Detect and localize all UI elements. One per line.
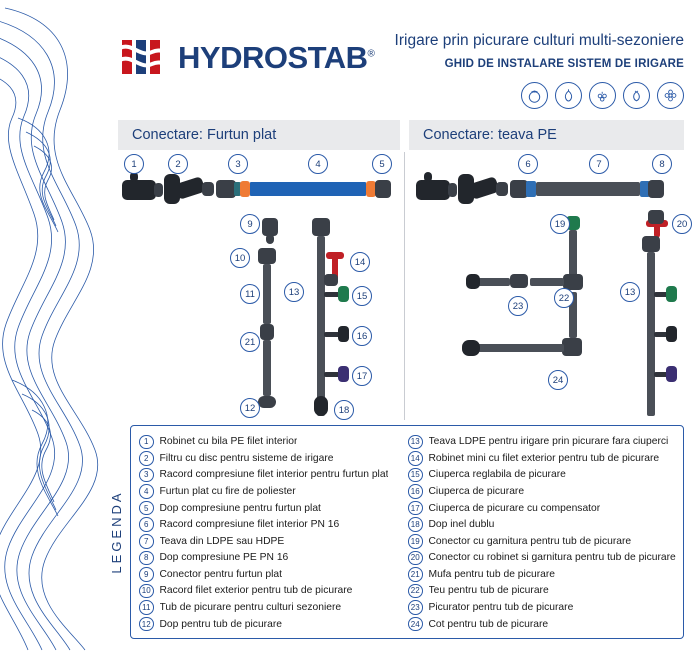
legend-item	[408, 533, 677, 549]
callout-22[interactable]: 22	[554, 288, 574, 308]
legend-number: 6	[139, 517, 154, 532]
legend-number: 23	[408, 600, 423, 615]
mini-valve-body	[324, 274, 338, 286]
callout-5[interactable]: 5	[372, 154, 392, 174]
callout-14[interactable]: 14	[350, 252, 370, 272]
legend-number: 13	[408, 435, 423, 450]
pn16-fitting-cap	[526, 181, 536, 197]
legend-text: Racord filet exterior pentru tub de picurare	[159, 585, 353, 597]
legend-text: Dop compresiune pentru furtun plat	[159, 502, 321, 514]
part-drip-tape-coupler	[260, 324, 274, 340]
part-compression-fitting-left	[216, 180, 236, 198]
ball-valve-nut	[154, 183, 163, 197]
part-elbow-fitting	[562, 338, 582, 356]
legend-text: Dop pentru tub de picurare	[159, 618, 282, 630]
callout-9[interactable]: 9	[240, 214, 260, 234]
callout-18[interactable]: 18	[334, 400, 354, 420]
legend-number: 7	[139, 534, 154, 549]
legend-text: Conector pentru furtun plat	[159, 568, 282, 580]
mini-valve-handle-top	[326, 252, 344, 259]
ball-valve-handle-right	[424, 172, 432, 182]
legend-item	[139, 500, 408, 516]
legend-text: Racord compresiune filet interior PN 16	[159, 519, 340, 531]
part-hose-end-plug	[375, 180, 391, 198]
legend-text: Conector cu garnitura pentru tub de picurare	[428, 535, 632, 547]
dripper-end-23	[466, 274, 480, 289]
legend-item	[408, 517, 677, 533]
section-label-right: Conectare: teava PE	[423, 127, 557, 143]
legend-item	[139, 533, 408, 549]
legend-number: 22	[408, 584, 423, 599]
section-label-left: Conectare: Furtun plat	[132, 127, 277, 143]
elbow-horizontal-run	[478, 344, 564, 352]
legend-item	[408, 567, 677, 583]
tee-branch-arm	[530, 278, 564, 286]
crop-icon-row	[521, 82, 684, 109]
callout-16[interactable]: 16	[352, 326, 372, 346]
disc-filter-outlet	[202, 182, 214, 196]
legend-number: 14	[408, 451, 423, 466]
callout-6[interactable]: 6	[518, 154, 538, 174]
legend-text: Robinet mini cu filet exterior pentru tub de picurare	[428, 452, 660, 464]
tomato-icon	[521, 82, 548, 109]
drip-tape-lower	[263, 340, 271, 396]
legend-item	[408, 500, 677, 516]
legend-number: 8	[139, 551, 154, 566]
legend-number: 24	[408, 617, 423, 632]
page-header	[118, 20, 684, 100]
legend-item	[139, 567, 408, 583]
ball-valve-nut-right	[448, 183, 457, 197]
legend-text: Picurator pentru tub de picurare	[428, 602, 574, 614]
hose-collar-left	[240, 181, 250, 197]
legend-item	[139, 517, 408, 533]
legend-text: Tub de picurare pentru culturi sezoniere	[159, 602, 342, 614]
legend-text: Racord compresiune filet interior pentru furtun plat	[159, 469, 389, 481]
legend-item	[408, 616, 677, 632]
callout-11[interactable]: 11	[240, 284, 260, 304]
callout-13-right[interactable]: 13	[620, 282, 640, 302]
legend-text: Dop inel dublu	[428, 519, 495, 531]
legend-number: 5	[139, 501, 154, 516]
part-ldpe-top-fitting	[312, 218, 330, 236]
legend-item	[139, 484, 408, 500]
legend-item	[408, 550, 677, 566]
callout-7[interactable]: 7	[589, 154, 609, 174]
legend-text: Teava LDPE pentru irigare prin picurare fara ciuperci	[428, 436, 669, 448]
legend-title: LEGENDA	[109, 490, 124, 574]
section-header-flat-hose	[118, 120, 400, 150]
section-header-pe-pipe	[409, 120, 684, 150]
part-compensating-dripper	[338, 366, 349, 382]
legend-item	[408, 451, 677, 467]
part-dripper-right	[666, 326, 677, 342]
callout-8[interactable]: 8	[652, 154, 672, 174]
callout-3[interactable]: 3	[228, 154, 248, 174]
legend-text: Dop compresiune PE PN 16	[159, 552, 289, 564]
legend-text: Ciuperca reglabila de picurare	[428, 469, 566, 481]
callout-15[interactable]: 15	[352, 286, 372, 306]
elbow-run-end	[462, 340, 480, 356]
legend-item	[408, 467, 677, 483]
callout-1[interactable]: 1	[124, 154, 144, 174]
callout-23[interactable]: 23	[508, 296, 528, 316]
onion-icon	[623, 82, 650, 109]
legend-number: 2	[139, 451, 154, 466]
part-male-thread-adapter	[258, 248, 276, 264]
part-ldpe-top-fitting-right	[642, 236, 660, 252]
legend-text: Teu pentru tub de picurare	[428, 585, 549, 597]
dripper-line-23	[478, 278, 510, 286]
part-pe-pipe	[536, 182, 640, 196]
part-ball-valve-right	[416, 180, 450, 200]
callout-13[interactable]: 13	[284, 282, 304, 302]
legend-number: 3	[139, 468, 154, 483]
part-adjustable-dripper-right	[666, 286, 677, 302]
callout-20[interactable]: 20	[672, 214, 692, 234]
legend-item	[408, 600, 677, 616]
part-compensating-dripper-right	[666, 366, 677, 382]
pear-icon	[555, 82, 582, 109]
connector-stem	[266, 234, 274, 244]
part-valve-connector-body	[648, 210, 664, 224]
legend-item	[408, 484, 677, 500]
legend-number: 10	[139, 584, 154, 599]
legend-item	[139, 616, 408, 632]
callout-19[interactable]: 19	[550, 214, 570, 234]
part-pe-end-plug	[648, 180, 664, 198]
page-title: Irigare prin picurare culturi multi-sezoniere	[394, 32, 684, 49]
part-double-ring-plug	[314, 396, 328, 416]
legend-number: 17	[408, 501, 423, 516]
legend-number: 15	[408, 468, 423, 483]
legend-number: 4	[139, 484, 154, 499]
part-drip-tape	[263, 264, 271, 324]
part-adjustable-dripper	[338, 286, 349, 302]
legend-text: Furtun plat cu fire de poliester	[159, 486, 296, 498]
legend-item	[139, 550, 408, 566]
callout-17[interactable]: 17	[352, 366, 372, 386]
callout-21[interactable]: 21	[240, 332, 260, 352]
page-subtitle: GHID DE INSTALARE SISTEM DE IRIGARE	[444, 58, 684, 70]
legend-number: 21	[408, 567, 423, 582]
callout-4[interactable]: 4	[308, 154, 328, 174]
brand-name: HYDROSTAB®	[178, 39, 375, 75]
flower-icon	[657, 82, 684, 109]
grapes-icon	[589, 82, 616, 109]
callout-10[interactable]: 10	[230, 248, 250, 268]
legend-panel	[130, 425, 684, 639]
legend-number: 16	[408, 484, 423, 499]
legend-item	[139, 583, 408, 599]
legend-text: Mufa pentru tub de picurare	[428, 568, 555, 580]
legend-number: 9	[139, 567, 154, 582]
legend-text: Ciuperca de picurare cu compensator	[428, 502, 601, 514]
part-inline-dripper	[510, 274, 528, 288]
callout-2[interactable]: 2	[168, 154, 188, 174]
legend-item	[139, 467, 408, 483]
legend-item	[139, 600, 408, 616]
legend-text: Filtru cu disc pentru sisteme de irigare	[159, 452, 334, 464]
legend-item	[408, 583, 677, 599]
legend-number: 19	[408, 534, 423, 549]
legend-text: Ciuperca de picurare	[428, 486, 525, 498]
legend-number: 1	[139, 435, 154, 450]
brand-logo	[118, 36, 374, 78]
part-flat-hose	[250, 182, 366, 196]
legend-text: Conector cu robinet si garnitura pentru tub de picurare	[428, 552, 676, 564]
legend-item	[139, 451, 408, 467]
disc-filter-outlet-right	[496, 182, 508, 196]
part-dripper	[338, 326, 349, 342]
legend-column-1	[139, 434, 408, 632]
legend-number: 18	[408, 517, 423, 532]
callout-24[interactable]: 24	[548, 370, 568, 390]
part-ball-valve	[122, 180, 156, 200]
callout-12[interactable]: 12	[240, 398, 260, 418]
topographic-decoration	[0, 0, 108, 656]
part-drip-tape-end-plug	[258, 396, 276, 408]
legend-number: 11	[139, 600, 154, 615]
legend-text: Teava din LDPE sau HDPE	[159, 535, 285, 547]
registered-mark: ®	[367, 48, 375, 60]
hydrostab-logo-icon	[118, 36, 174, 78]
legend-number: 20	[408, 551, 423, 566]
legend-text: Robinet cu bila PE filet interior	[159, 436, 298, 448]
legend-text: Cot pentru tub de picurare	[428, 618, 549, 630]
legend-number: 12	[139, 617, 154, 632]
installation-diagram	[118, 152, 688, 420]
part-ldpe-pipe-left	[317, 236, 325, 416]
part-branch-pipe-19	[569, 230, 577, 276]
legend-item	[408, 434, 677, 450]
legend-item	[139, 434, 408, 450]
legend-column-2	[408, 434, 677, 632]
